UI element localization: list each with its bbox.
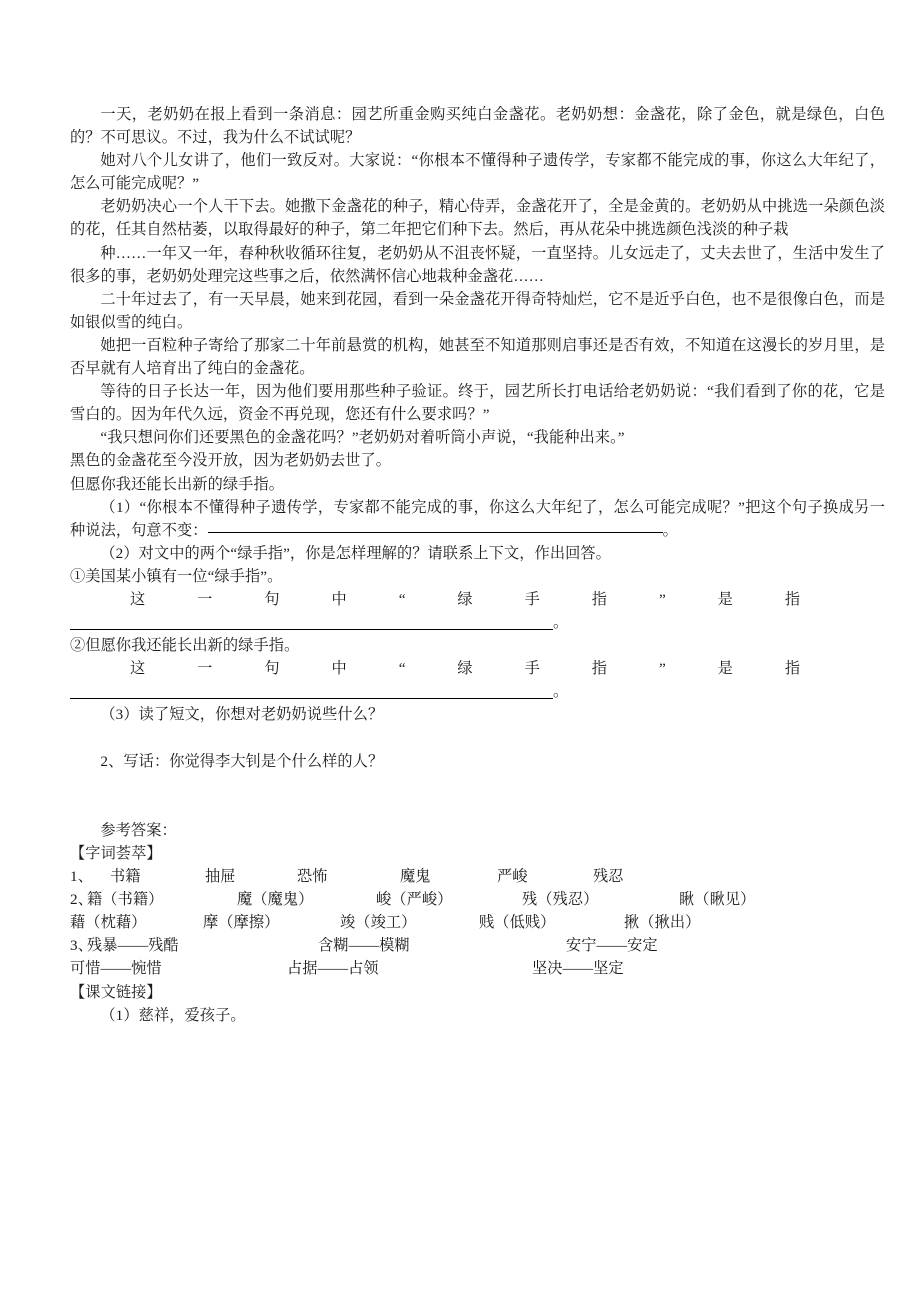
answer-key-title: 参考答案： [100,821,177,839]
spread-char: 指 [591,660,607,678]
spread-char: ” [658,590,666,608]
paragraph-8: “我只想问你们还要黑色的金盏花吗？”老奶奶对着听筒小声说，“我能种出来。” [100,429,625,447]
spread-char: 绿 [457,660,473,678]
answer-item: 恐怖 [297,868,328,886]
answer-row-1-label: 1、 [70,868,93,886]
paragraph-3: 老奶奶决心一个人干下去。她撒下金盏花的种子，精心侍弄，金盏花开了，全是金黄的。老奶奶从中挑选一朵颜色淡的花，任其自然枯萎，以取得最好的种子，第二年把它们种下去。然后，再从花朵中挑选颜色浅淡的种子栽 [70,198,885,239]
question-1-text: （1）“你根本不懂得种子遗传学，专家都不能完成的事，你这么大年纪了，怎么可能完成呢？”把这个句子换成另一种说法，句意不变： [70,498,885,539]
spread-char: 手 [524,590,540,608]
answer-item: 残忍 [593,868,624,886]
spread-char: 一 [197,660,213,678]
answer-item: 残（残忍） [522,891,599,909]
paragraph-1: 一天，老奶奶在报上看到一条消息：园艺所重金购买纯白金盏花。老奶奶想：金盏花，除了金色，就是绿色，白色的？不可思议。不过，我为什么不试试呢？ [70,106,885,147]
spread-char: 指 [591,590,607,608]
spread-char: 这 [130,660,146,678]
answer-item: 书籍 [110,868,141,886]
spread-char: 是 [717,660,733,678]
answer-item: 严峻 [497,868,528,886]
answer-item: 可惜——惋惜 [70,960,162,978]
answer-item: 摩（摩擦） [203,914,280,932]
answer-item: 魔鬼 [400,868,431,886]
paragraph-5: 二十年过去了，有一天早晨，她来到花园，看到一朵金盏花开得奇特灿烂，它不是近乎白色，也不是很像白色，而是如银似雪的纯白。 [70,290,885,331]
answer-item: 瞅（瞅见） [679,891,756,909]
answer-rule-row-2 [70,680,885,703]
spread-char: 指 [784,660,801,678]
answer-item: 籍（书籍） [87,891,164,909]
spread-char: 指 [784,590,801,608]
answer-row-3 [70,911,885,934]
paragraph-2: 她对八个儿女讲了，他们一致反对。大家说：“你根本不懂得种子遗传学，专家都不能完成的事，你这么大年纪了，怎么可能完成呢？” [70,152,885,193]
answer-blank-1-period: 。 [662,521,678,539]
answer-item: 峻（严峻） [376,891,453,909]
spread-char: 手 [524,660,540,678]
spacer-line [70,773,885,796]
spread-char: 中 [331,590,347,608]
spread-char: “ [398,590,406,608]
answer-item: 坚决——坚定 [532,960,624,978]
answer-item: 抽屉 [205,868,236,886]
line-black-marigold: 黑色的金盏花至今没开放，因为老奶奶去世了。 [70,452,392,470]
question-2-sub-2: ②但愿你我还能长出新的绿手指。 [70,637,300,655]
answer-blank-3-period: 。 [553,683,569,701]
spread-char: ” [658,660,666,678]
document-body [70,103,885,1027]
answer-item: 揪（揪出） [624,914,701,932]
spread-line-2 [130,657,800,680]
answer-rule-row-1 [70,611,885,634]
answer-row-5 [70,957,885,980]
question-write: 2、写话：你觉得李大钊是个什么样的人？ [100,752,384,770]
answer-row-4-label: 3、 [70,937,93,955]
spread-char: 一 [197,590,213,608]
answer-row-4 [70,934,885,957]
answer-blank-rule-3[interactable] [70,684,553,699]
line-green-finger-wish: 但愿你我还能长出新的绿手指。 [70,475,285,493]
answer-row-2-label: 2、 [70,891,93,909]
paragraph-7: 等待的日子长达一年，因为他们要用那些种子验证。终于，园艺所长打电话给老奶奶说：“我们看到了你的花，它是雪白的。因为年代久远，资金不再兑现，您还有什么要求吗？” [70,383,885,424]
question-3: （3）读了短文，你想对老奶奶说些什么？ [100,706,384,724]
answer-item: 魔（魔鬼） [237,891,314,909]
answer-section-heading-1: 【字词荟萃】 [70,845,162,862]
spread-char: 绿 [457,590,473,608]
answer-item: 含糊——模糊 [318,937,410,955]
spread-char: 中 [331,660,347,678]
answer-row-2 [70,888,885,911]
spread-char: 句 [264,590,280,608]
answer-blank-rule-2[interactable] [70,615,553,630]
question-2-sub-1: ①美国某小镇有一位“绿手指”。 [70,567,283,585]
spread-char: 是 [717,590,733,608]
answer-section-2-item-1: （1）慈祥，爱孩子。 [100,1006,246,1024]
spread-line-1 [130,588,800,611]
spread-char: 句 [264,660,280,678]
answer-blank-rule-1[interactable] [208,520,663,533]
question-2: （2）对文中的两个“绿手指”，你是怎样理解的？请联系上下文，作出回答。 [100,544,611,562]
answer-section-heading-2: 【课文链接】 [70,983,162,1001]
answer-item: 竣（竣工） [340,914,417,932]
answer-item: 安宁——安定 [566,937,658,955]
answer-item: 残暴——残酷 [87,937,179,955]
spacer-line [70,796,885,819]
answer-item: 贱（低贱） [479,914,556,932]
spread-char: “ [398,660,406,678]
answer-item: 占据——占领 [287,960,379,978]
answer-item: 藉（枕藉） [70,914,147,932]
spacer-line [70,727,885,750]
spread-char: 这 [130,590,146,608]
paragraph-6: 她把一百粒种子寄给了那家二十年前悬赏的机构，她甚至不知道那则启事还是否有效，不知道在这漫长的岁月里，是否早就有人培育出了纯白的金盏花。 [70,336,885,378]
paragraph-4: 种……一年又一年，春种秋收循环往复，老奶奶从不沮丧怀疑，一直坚持。儿女远走了，丈夫去世了，生活中发生了很多的事，老奶奶处理完这些事之后，依然满怀信心地栽种金盏花…… [70,244,885,285]
question-1 [70,496,885,542]
answer-row-1 [70,865,885,888]
answer-blank-2-period: 。 [553,614,569,632]
